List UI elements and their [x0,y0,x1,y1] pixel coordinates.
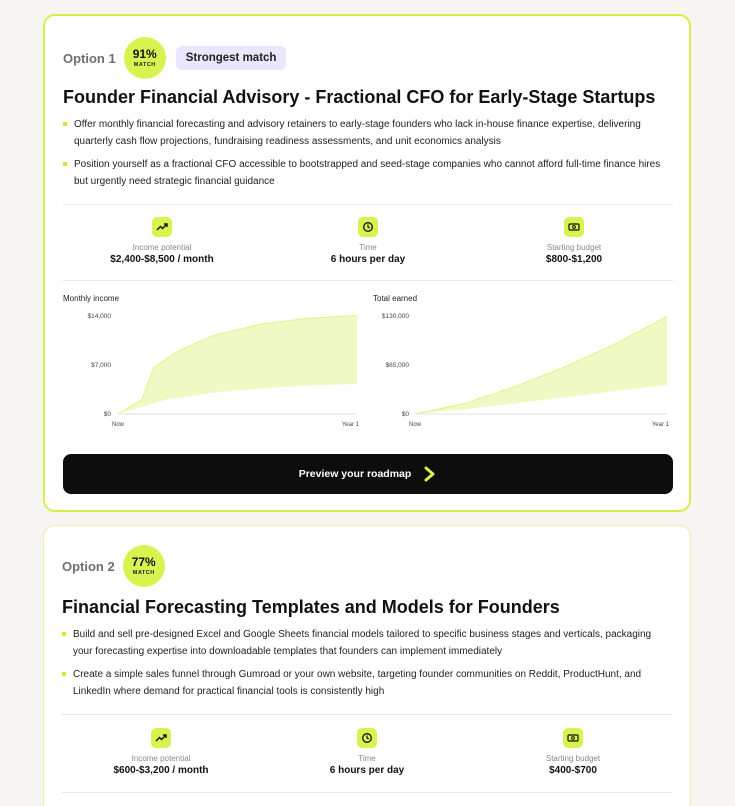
divider [63,280,673,281]
divider [63,204,673,205]
stat-value: 6 hours per day [330,254,406,265]
bullet-item: Create a simple sales funnel through Gumroad or your own website, targeting founder communities on Reddit, ProductHunt, and LinkedIn where demand for practical financial tools is consistently high [62,666,672,700]
y-tick-label: $14,000 [87,313,111,320]
x-tick-label: Year 1 [651,422,669,428]
x-tick-label: Now [111,422,125,428]
bullet-item: Build and sell pre-designed Excel and Google Sheets financial models tailored to specific business stages and verticals, packaging your forecasting expertise into downloadable templates that founders can implement immediately [62,626,672,660]
monthly-income-plot [63,308,363,434]
stat-value: $2,400-$8,500 / month [110,254,214,265]
monthly-income-chart [63,294,363,434]
option-header [63,38,286,78]
stat-value: 6 hours per day [329,765,405,776]
trending-up-icon [152,217,172,237]
match-percent: 91% [132,47,157,61]
option-card-2 [43,525,691,806]
trending-up-icon [151,728,171,748]
clock-icon [358,217,378,237]
stat-income [62,217,262,265]
match-caption: MATCH [133,62,156,68]
stat-label: Starting budget [546,243,602,252]
match-badge [124,37,166,79]
stat-label: Time [359,243,377,252]
strongest-match-badge: Strongest match [176,46,287,70]
stat-value: $400-$700 [549,765,597,776]
divider [62,714,672,715]
option-label: Option 2 [62,558,115,574]
income-range-area [415,316,667,414]
option-bullets [62,626,672,706]
y-tick-label: $130,000 [381,313,409,320]
chevron-right-icon [423,466,437,482]
stat-label: Income potential [132,243,192,252]
stat-income [61,728,261,776]
stat-label: Income potential [131,754,191,763]
option-title: Financial Forecasting Templates and Models for Founders [62,597,560,617]
divider [62,792,672,793]
bullet-item: Position yourself as a fractional CFO accessible to bootstrapped and seed-stage companies who cannot afford full-time finance hires but urgently need strategic financial guidance [63,156,673,190]
option-header [62,546,175,586]
option-title: Founder Financial Advisory - Fractional CFO for Early-Stage Startups [63,87,656,107]
cta-label: Preview your roadmap [298,468,412,480]
bullet-item: Offer monthly financial forecasting and advisory retainers to early-stage founders who lack in-house finance expertise, delivering quarterly cash flow projections, fundraising readiness assessments, and unit economics analysis [63,116,673,150]
stat-value: $600-$3,200 / month [113,765,209,776]
total-earned-chart [373,294,673,434]
preview-roadmap-button[interactable] [63,454,673,494]
y-tick-label: $0 [401,411,409,418]
stat-time [268,217,468,265]
stat-label: Time [358,754,376,763]
match-percent: 77% [131,555,156,569]
cash-icon [563,728,583,748]
stat-budget [474,217,674,265]
stat-label: Starting budget [545,754,601,763]
y-tick-label: $0 [103,411,111,418]
option-bullets [63,116,673,196]
y-tick-label: $65,000 [385,362,409,369]
stat-budget [473,728,673,776]
option-card-1 [43,14,691,512]
stat-time [267,728,467,776]
x-tick-label: Year 1 [341,422,359,428]
match-caption: MATCH [132,570,155,576]
chart-title: Total earned [373,294,418,303]
cash-icon [564,217,584,237]
chart-title: Monthly income [63,294,120,303]
clock-icon [357,728,377,748]
x-tick-label: Now [408,422,422,428]
match-badge [123,545,165,587]
option-label: Option 1 [63,50,116,66]
total-earned-plot [373,308,673,434]
stat-value: $800-$1,200 [545,254,603,265]
y-tick-label: $7,000 [91,362,111,369]
